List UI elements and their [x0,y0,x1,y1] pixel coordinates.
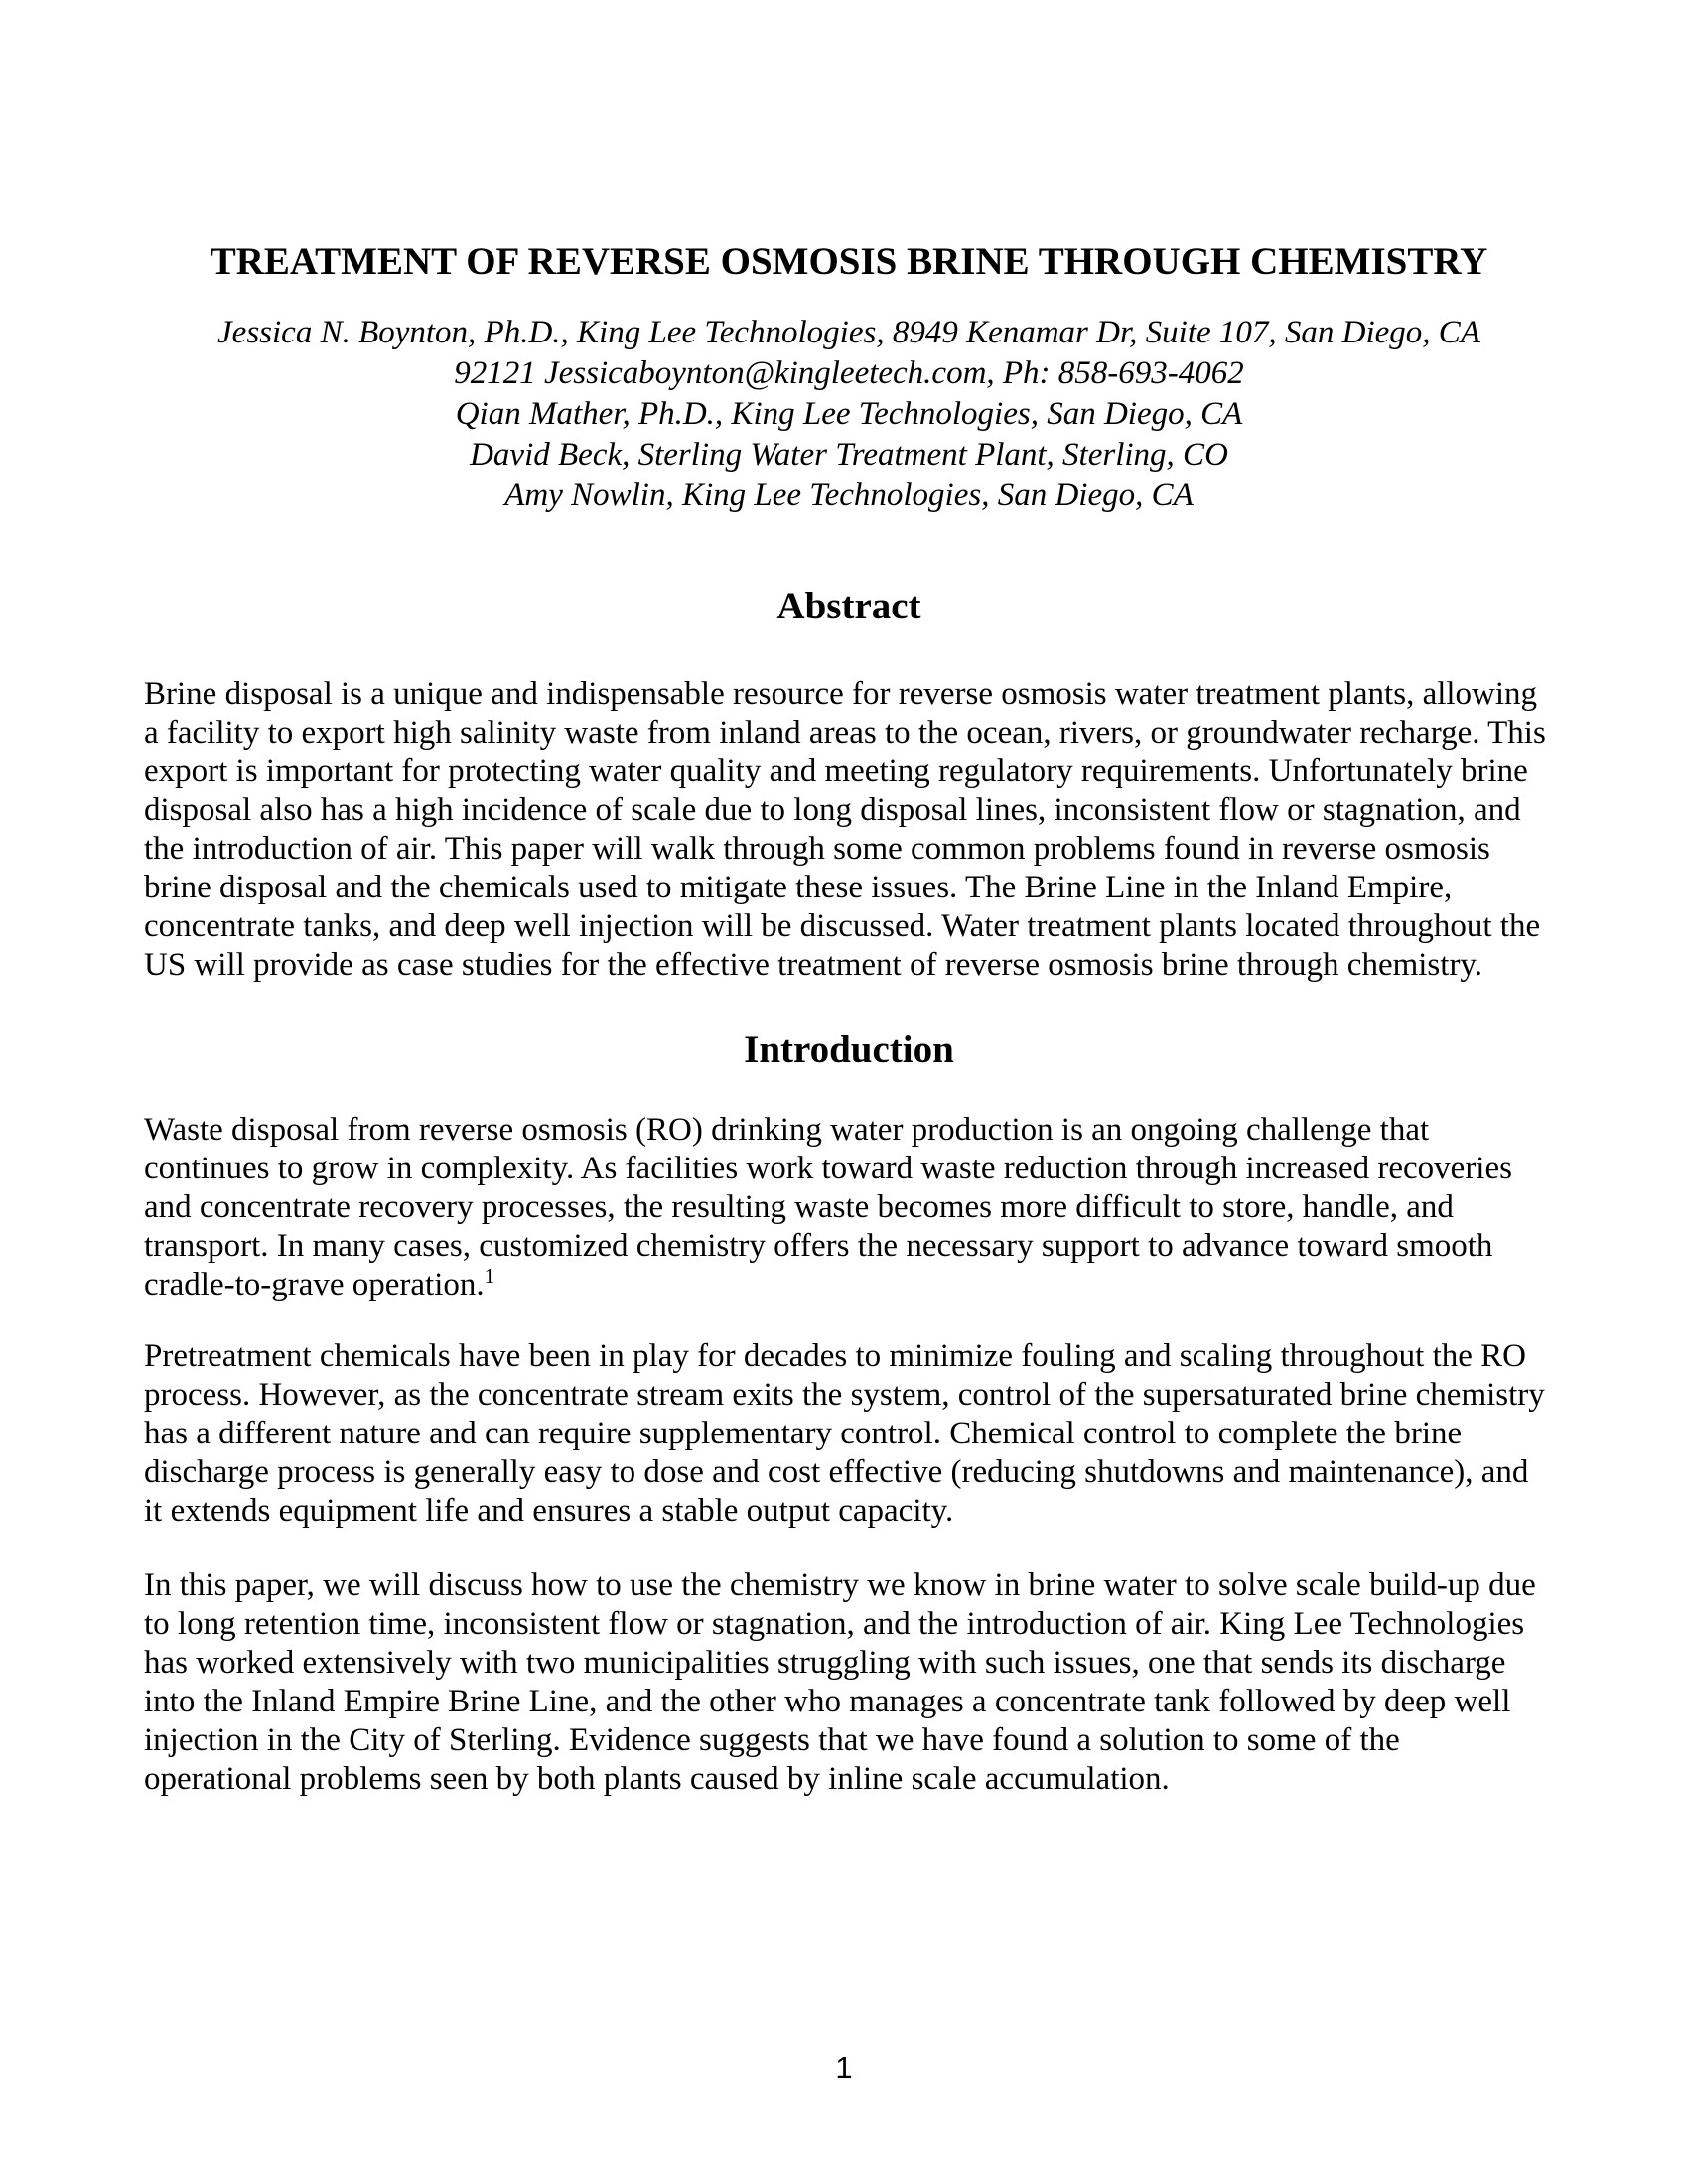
author-line-3: Qian Mather, Ph.D., King Lee Technologies, San Diego, CA [455,396,1243,432]
abstract-paragraph: Brine disposal is a unique and indispensable resource for reverse osmosis water treatment plants, allowing a facility to export high salinity waste from inland areas to the ocean, rivers, or groundwater recharge. This export is important for protecting water quality and meeting regulatory requirements. Unfortunately brine disposal also has a high incidence of scale due to long disposal lines, inconsistent flow or stagnation, and the introduction of air. This paper will walk through some common problems found in reverse osmosis brine disposal and the chemicals used to mitigate these issues. The Brine Line in the Inland Empire, concentrate tanks, and deep well injection will be discussed. Water treatment plants located throughout the US will provide as case studies for the effective treatment of reverse osmosis brine through chemistry. [144,676,1546,983]
author-line-2: 92121 Jessicaboynton@kingleetech.com, Ph: 858-693-4062 [454,355,1244,391]
introduction-paragraph-2: Pretreatment chemicals have been in play for decades to minimize fouling and scaling throughout the RO process. However, as the concentrate stream exits the system, control of the supersaturated brine chemistry has a different nature and can require supplementary control. Chemical control to complete the brine discharge process is generally easy to dose and cost effective (reducing shutdowns and maintenance), and it extends equipment life and ensures a stable output capacity. [144,1338,1545,1529]
page-number: 1 [835,2050,853,2085]
introduction-heading: Introduction [744,1028,954,1071]
footnote-reference-1: 1 [484,1264,495,1288]
author-line-4: David Beck, Sterling Water Treatment Plant, Sterling, CO [470,437,1228,473]
author-block [144,313,1554,516]
author-line-5: Amy Nowlin, King Lee Technologies, San Diego, CA [504,478,1194,513]
introduction-paragraph-3: In this paper, we will discuss how to use the chemistry we know in brine water to solve scale build-up due to long retention time, inconsistent flow or stagnation, and the introduction of air. King Lee Technologies has worked extensively with two municipalities struggling with such issues, one that sends its discharge into the Inland Empire Brine Line, and the other who manages a concentrate tank followed by deep well injection in the City of Sterling. Evidence suggests that we have found a solution to some of the operational problems seen by both plants caused by inline scale accumulation. [144,1568,1536,1797]
author-line-1: Jessica N. Boynton, Ph.D., King Lee Technologies, 8949 Kenamar Dr, Suite 107, San Diego, CA [217,315,1480,350]
abstract-heading: Abstract [776,585,921,627]
introduction-paragraph-1-text: Waste disposal from reverse osmosis (RO) drinking water production is an ongoing challenge that continues to grow in complexity. As facilities work toward waste reduction through increased recoveries and concentrate recovery processes, the resulting waste becomes more difficult to store, handle, and transport. In many cases, customized chemistry offers the necessary support to advance toward smooth cradle-to-grave operation. [144,1112,1512,1302]
page-content [144,0,1554,1799]
paper-title: TREATMENT OF REVERSE OSMOSIS BRINE THROUGH CHEMISTRY [210,240,1488,283]
introduction-paragraph-1 [144,1111,1554,1304]
